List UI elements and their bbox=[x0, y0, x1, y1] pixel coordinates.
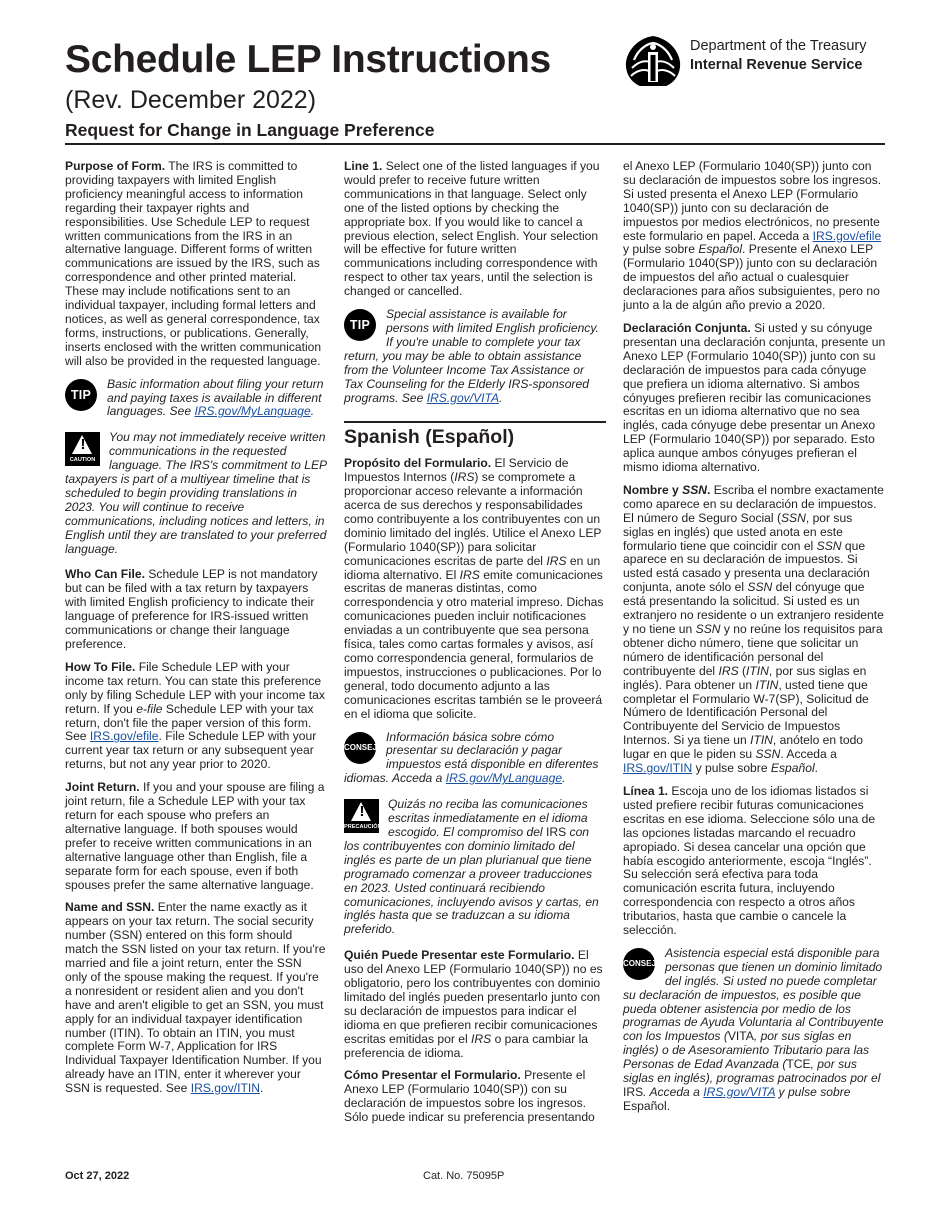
revision-date: (Rev. December 2022) bbox=[65, 86, 317, 114]
itin-link-es[interactable]: IRS.gov/ITIN bbox=[623, 761, 693, 776]
consejo-note: CONSEJO Información básica sobre cómo presentar su declaración y pagar impuestos está disponible en diferentes idiomas. Acceda a IRS.gov/MyLanguage. bbox=[344, 729, 599, 786]
proposito-paragraph: Propósito del Formulario. El Servicio de Impuestos Internos (IRS) se compromete a proporcionar acceso relevante a información acerca de sus derechos y responsabilidades como contribuyente a los contribuyentes con un dominio limitado del inglés. Utilice el Anexo LEP (Formulario 1040(SP)) para solicitar comunicaciones escritas de parte del IRS en un idioma alternativo. El IRS emite comunicaciones escritas de maneras distintas, como correspondencia y otro material impreso. Dichas comunicaciones pueden incluir notificaciones enviadas a un contribuyente que sea persona física, tales como cartas formales y avisos, así como correspondencia general, formularios de impuestos, instrucciones o publicaciones. Por lo general, todo documento adjunto a las comunicaciones escritas también se le proveerá en el idioma que solicite. bbox=[344, 456, 604, 721]
tip-note: TIP Basic information about filing your return and paying taxes is available in different languages. See IRS.gov/MyLanguage. bbox=[65, 378, 327, 420]
como-paragraph: Cómo Presentar el Formulario. Presente el Anexo LEP (Formulario 1040(SP)) con su declaración de impuestos sobre los ingresos. Sólo puede indicar su preferencia presentando bbox=[344, 1068, 595, 1125]
spanish-section-title: Spanish (Español) bbox=[344, 426, 515, 449]
column-3 bbox=[623, 160, 886, 1126]
section-rule bbox=[344, 421, 606, 423]
tip-icon: TIP bbox=[65, 379, 101, 413]
purpose-paragraph: Purpose of Form. The IRS is committed to providing taxpayers with limited English proficiency meaningful access to information regarding their taxpayer rights and responsibilities. Use Schedule LEP to request written communications from the IRS in an alternative language. Different forms of written communications are issued by the IRS, such as correspondence and other printed material. These may include notifications sent to an individual taxpayer, including formal letters and notices, as well as general correspondence, tax forms, instructions, or publications. Generally, inserts enclosed with the written communication will also be provided in the requested language. bbox=[65, 159, 322, 368]
efile-link[interactable]: IRS.gov/efile bbox=[89, 729, 159, 744]
tip-note-vita: TIP Special assistance is available for persons with limited English proficiency. If you're unable to complete your tax return, you may be able to obtain assistance from the Volunteer Income Tax Assistance or Tax Counseling for the Elderly IRS-sponsored programs. See IRS.gov/VITA. bbox=[344, 307, 599, 405]
joint-return-paragraph: Joint Return. If you and your spouse are filing a joint return, file a Schedule LEP with your tax return for each spouse who prefers an alternative language. If both spouses would prefer to receive written communications in an alternative language other than English, file a separate form for each spouse, even if both spouses prefer the same alternative language. bbox=[65, 780, 325, 892]
footer-date: Oct 27, 2022 bbox=[65, 1170, 130, 1182]
efile-link-es[interactable]: IRS.gov/efile bbox=[812, 228, 882, 243]
itin-link[interactable]: IRS.gov/ITIN bbox=[190, 1081, 260, 1096]
who-can-file-paragraph: Who Can File. Schedule LEP is not mandatory but can be filed with a tax return by taxpayers with limited English proficiency to indicate their language of preference for IRS-issued written communications or change their language preference. bbox=[65, 567, 318, 651]
declaracion-conjunta-paragraph: Declaración Conjunta. Si usted y su cónyuge presentan una declaración conjunta, presente un Anexo LEP (Formulario 1040(SP)) junto con su declaración de impuestos para cada cónyuge que prefiera un idioma alternativo. Si ambos cónyuges prefieren recibir las comunicaciones escritas en un idioma alternativo que no sea inglés, cada cónyuge debe presentar un Anexo LEP (Formulario 1040(SP)) por separado. Esto aplica aunque ambos cónyuges prefieran el mismo idioma alternativo. bbox=[623, 320, 886, 475]
agency-name: Internal Revenue Service bbox=[690, 57, 863, 73]
name-ssn-paragraph: Name and SSN. Enter the name exactly as it appears on your tax return. The social security number (SSN) entered on this form should match the SSN listed on your tax return. If you're married and file a joint return, enter the SSN only of the spouse making the request. If you're a nonresident or resident alien and you don't have and aren't eligible to get an SSN, you must apply for an individual taxpayer identification number (ITIN). To obtain an ITIN, you must complete Form W-7, Application for IRS Individual Taxpayer Identification Number. If you already have an ITIN, enter it wherever your SSN is requested. See IRS.gov/ITIN. bbox=[65, 900, 326, 1096]
nombre-ssn-paragraph: Nombre y SSN. Escriba el nombre exactamente como aparece en su declaración de impuestos. El número de Seguro Social (SSN, por sus siglas en inglés) que usted anota en este formulario tiene que coincidir con el SSN que aparece en su declaración de impuestos. Si usted está casado y presenta una declaración conjunta, anote sólo el SSN del cónyuge que está presentando la solicitud. Si usted es un extranjero no residente o un extranjero residente y no tiene un SSN y no reúne los requisitos para obtener dicho número, tiene que solicitar un número de identificación personal del contribuyente del IRS (ITIN, por sus siglas en inglés). Para obtener un ITIN, usted tiene que completar el Formulario W-7(SP), Solicitud de Número de Identificación Personal del Contribuyente del Servicio de Impuestos Internos. Si ya tiene un ITIN, anótelo en todo lugar en que le piden su SSN. Acceda a IRS.gov/ITIN y pulse sobre Español. bbox=[623, 482, 884, 776]
irs-eagle-logo-icon bbox=[622, 32, 684, 88]
tip-icon: TIP bbox=[344, 309, 380, 343]
consejo-icon: CONSEJO bbox=[344, 732, 380, 766]
precaucion-note: ! PRECAUCIÓN Quizás no reciba las comunicaciones escritas inmediatamente en el idioma escogido. El compromiso del IRS con los contribuyentes con dominio limitado del inglés es parte de un plan plurianual que tiene programado comenzar a proveer traducciones en 2023. Usted continuará recibiendo comunicaciones, incluyendo avisos y cartas, en inglés hasta que se traduzcan a su idioma preferido. bbox=[344, 797, 599, 937]
vita-link-es[interactable]: IRS.gov/VITA bbox=[703, 1085, 776, 1099]
mylanguage-link-es[interactable]: IRS.gov/MyLanguage bbox=[445, 771, 563, 786]
page-title: Schedule LEP Instructions bbox=[65, 38, 551, 81]
linea1-paragraph: Línea 1. Escoja uno de los idiomas listados si usted prefiere recibir futuras comunicaciones escritas en ese idioma. Seleccione sólo una de las opciones listadas marcando el recuadro apropiado. Si desea cancelar una opción que había escogido anteriormente, escoja “Inglés”. Su selección será efectiva para toda comunicación escrita futura, incluyendo correspondencia con respecto a otros años tributarios, hasta que cambie o cancele la selección. bbox=[623, 783, 876, 938]
caution-icon: ! CAUTION bbox=[65, 432, 103, 468]
quien-paragraph: Quién Puede Presentar este Formulario. El uso del Anexo LEP (Formulario 1040(SP)) no es obligatorio, pero los contribuyentes con dominio limitado del inglés pueden presentarlo junto con su declaración de impuestos para indicar el idioma en que prefieren recibir comunicaciones escritas emitidas por el IRS o para cambiar la preferencia de idioma. bbox=[344, 948, 603, 1060]
caution-note: ! CAUTION You may not immediately receive written communications in the requested language. The IRS's commitment to LEP taxpayers is part of a multiyear timeline that is scheduled to begin providing translations in 2023. You will continue to receive communications, including notices and letters, in English until they are translated to your preferred language. bbox=[65, 430, 327, 556]
header-rule bbox=[65, 143, 885, 145]
line1-paragraph: Line 1. Select one of the listed languages if you would prefer to receive future written communications in that language. Select only one of the listed options by checking the appropriate box. If you would like to cancel a previous election, select English. Your selection will be effective for future written communications including correspondence with respect to other tax years, until the selection is changed or cancelled. bbox=[344, 159, 600, 299]
vita-link[interactable]: IRS.gov/VITA bbox=[426, 390, 500, 405]
catalog-number: Cat. No. 75095P bbox=[423, 1170, 505, 1182]
department-name: Department of the Treasury bbox=[690, 38, 867, 54]
column-1 bbox=[65, 160, 327, 1105]
column-2 bbox=[344, 160, 606, 1134]
how-to-file-paragraph: How To File. File Schedule LEP with your income tax return. You can state this preference only by filing Schedule LEP with your income tax return. If you e-file Schedule LEP with your tax return, don't file the paper version of this form. See IRS.gov/efile. File Schedule LEP with your current year tax return or any subsequent year returns, but not any year prior to 2020. bbox=[65, 659, 325, 772]
como-continued-paragraph: el Anexo LEP (Formulario 1040(SP)) junto con su declaración de impuestos sobre los ingresos. Si usted presenta el Anexo LEP (Formulario 1040(SP)) junto con su declaración de impuestos por medios electrónicos, no presente este formulario en papel. Acceda a IRS.gov/efile y pulse sobre Español. Presente el Anexo LEP (Formulario 1040(SP)) junto con su declaración de impuestos del año actual o cualesquier declaraciones para años subsiguientes, pero no junto a la de algún año previo a 2020. bbox=[623, 159, 882, 313]
mylanguage-link[interactable]: IRS.gov/MyLanguage bbox=[194, 404, 311, 419]
page-subtitle: Request for Change in Language Preference bbox=[65, 120, 435, 140]
consejo-icon: CONSEJO bbox=[623, 948, 659, 982]
consejo-note-vita: CONSEJO Asistencia especial está disponible para personas que tienen un dominio limitado del inglés. Si usted no puede completar su declaración de impuestos, es posible que pueda obtener asistencia por medio de los programas de Ayuda Voluntaria al Contribuyente con los Impuestos (VITA, por sus siglas en inglés) o de Asesoramiento Tributario para las Personas de Edad Avanzada (TCE, por sus siglas en inglés), programas patrocinados por el IRS. Acceda a IRS.gov/VITA y pulse sobre Español. bbox=[623, 945, 884, 1113]
precaucion-icon: ! PRECAUCIÓN bbox=[344, 799, 382, 835]
